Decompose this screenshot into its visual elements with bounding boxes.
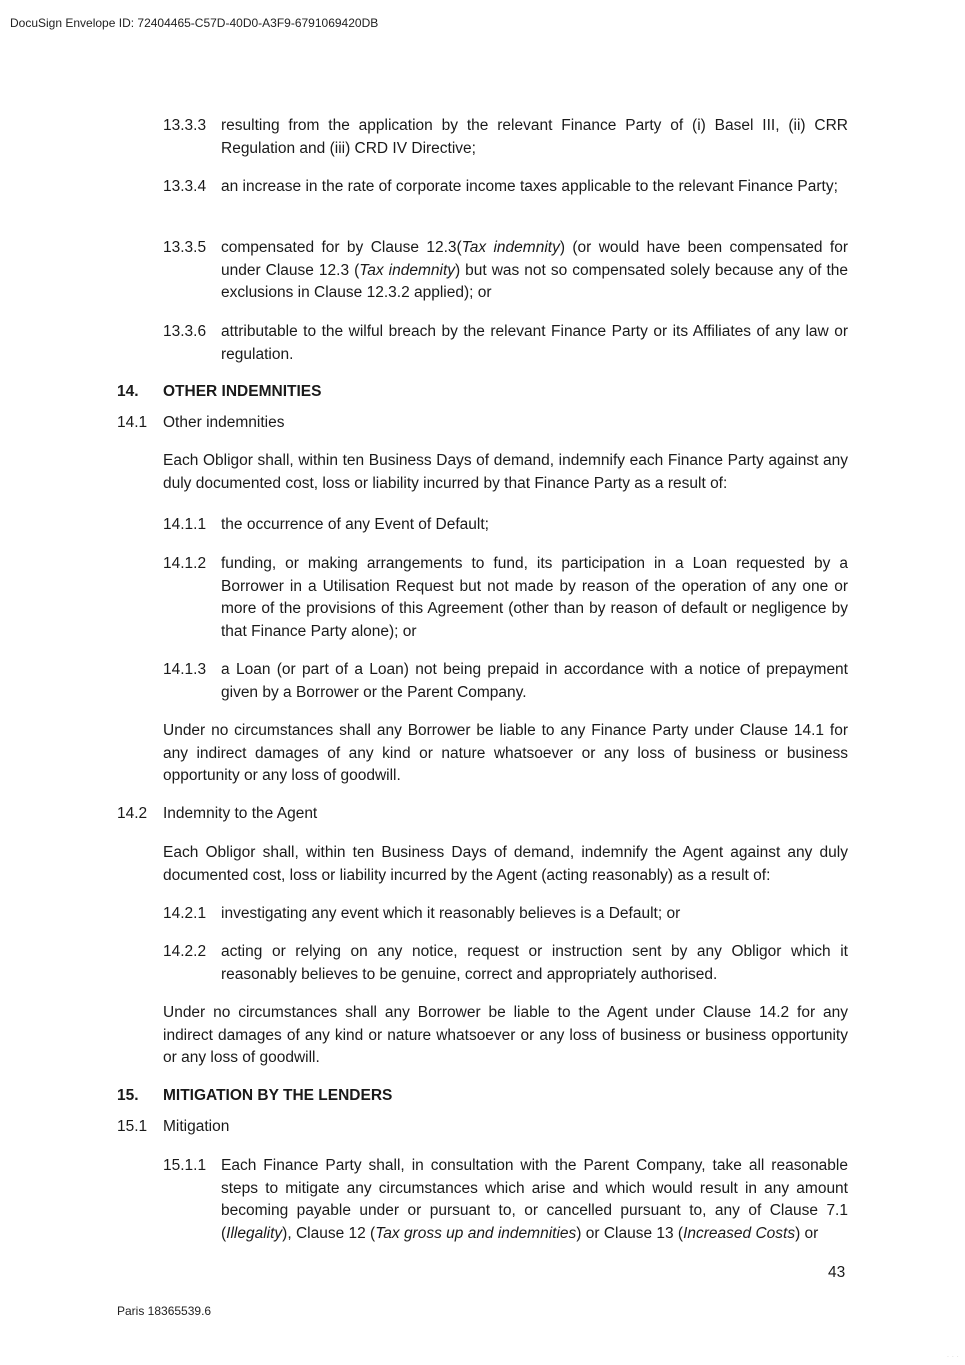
clause-text-14-1-2: funding, or making arrangements to fund, its participation in a Loan requested by a Borrower in a Utilisation Request but not made by reason of the operation of any one or more of the provisions of this Agreement (other than by reason of default or negligence by that Finance Party alone); or — [221, 555, 848, 640]
clause-text-13-3-4: an increase in the rate of corporate income taxes applicable to the relevant Finance Party; — [221, 178, 838, 195]
corner-mark: · · · — [946, 1352, 959, 1361]
clause-text-13-3-5: compensated for by Clause 12.3(Tax indemnity) (or would have been compensated for under Clause 12.3 (Tax indemnity) but was not so compensated solely because any of the exclusions in Clause 12.3.2 applied); or — [221, 239, 849, 301]
subsection-number-14-2: 14.2 — [117, 805, 148, 822]
italic-term: Increased Costs — [683, 1224, 796, 1242]
clause-text-14-2-1: investigating any event which it reasonably believes is a Default; or — [221, 905, 681, 922]
clause-number-14-2-1: 14.2.1 — [163, 905, 207, 922]
italic-term: Tax gross up and indemnities — [375, 1224, 577, 1242]
docusign-envelope-id: DocuSign Envelope ID: 72404465-C57D-40D0-A3F9-6791069420DB — [10, 16, 379, 30]
clause-number-13-3-6: 13.3.6 — [163, 323, 207, 340]
paragraph-14-2-intro: Each Obligor shall, within ten Business Days of demand, indemnify the Agent against any duly documented cost, loss or liability incurred by the Agent (acting reasonably) as a result of: — [163, 844, 848, 884]
subsection-title-14-1: Other indemnities — [163, 414, 285, 431]
clause-number-14-1-3: 14.1.3 — [163, 661, 207, 678]
clause-text-15-1-1: Each Finance Party shall, in consultation with the Parent Company, take all reasonable steps to mitigate any circumstances which arise and which would result in any amount becoming payable under or pursuant to, or cancelled pursuant to, any of Clause 7.1 (Illegality), Clause 12 (Tax gross up and indemnities) or Clause 13 (Increased Costs) or — [221, 1157, 848, 1242]
clause-number-14-1-2: 14.1.2 — [163, 555, 207, 572]
subsection-number-14-1: 14.1 — [117, 414, 148, 431]
subsection-title-14-2: Indemnity to the Agent — [163, 805, 318, 822]
paragraph-14-2-limitation: Under no circumstances shall any Borrower be liable to the Agent under Clause 14.2 for any indirect damages of any kind or nature whatsoever or any loss of business or business opportunity or any loss of goodwill. — [163, 1004, 848, 1066]
italic-term: Tax indemnity — [359, 261, 456, 279]
clause-number-14-1-1: 14.1.1 — [163, 516, 207, 533]
clause-number-13-3-4: 13.3.4 — [163, 178, 207, 195]
italic-term: Illegality — [226, 1224, 283, 1242]
paragraph-14-1-limitation: Under no circumstances shall any Borrower be liable to any Finance Party under Clause 14.1 for any indirect damages of any kind or nature whatsoever or any loss of business or business opportunity or any loss of goodwill. — [163, 722, 848, 784]
subsection-number-15-1: 15.1 — [117, 1118, 148, 1135]
clause-text-14-1-1: the occurrence of any Event of Default; — [221, 516, 489, 533]
clause-text-14-2-2: acting or relying on any notice, request or instruction sent by any Obligor which it reasonably believes to be genuine, correct and appropriately authorised. — [221, 943, 848, 983]
section-title-14: OTHER INDEMNITIES — [163, 383, 322, 400]
page-number: 43 — [828, 1264, 846, 1281]
clause-text-14-1-3: a Loan (or part of a Loan) not being prepaid in accordance with a notice of prepayment given by a Borrower or the Parent Company. — [221, 661, 848, 701]
clause-number-13-3-5: 13.3.5 — [163, 239, 207, 256]
clause-number-13-3-3: 13.3.3 — [163, 117, 207, 134]
paragraph-14-1-intro: Each Obligor shall, within ten Business Days of demand, indemnify each Finance Party against any duly documented cost, loss or liability incurred by that Finance Party as a result of: — [163, 452, 848, 492]
italic-term: Tax indemnity — [461, 239, 560, 256]
clause-number-14-2-2: 14.2.2 — [163, 943, 207, 960]
clause-text-13-3-6: attributable to the wilful breach by the relevant Finance Party or its Affiliates of any law or regulation. — [221, 323, 848, 363]
section-number-14: 14. — [117, 383, 139, 400]
section-title-15: MITIGATION BY THE LENDERS — [163, 1087, 393, 1104]
document-reference: Paris 18365539.6 — [117, 1304, 212, 1318]
subsection-title-15-1: Mitigation — [163, 1118, 230, 1135]
clause-number-15-1-1: 15.1.1 — [163, 1157, 207, 1174]
section-number-15: 15. — [117, 1087, 139, 1104]
clause-text-13-3-3: resulting from the application by the relevant Finance Party of (i) Basel III, (ii) CRR Regulation and (iii) CRD IV Directive; — [221, 117, 848, 157]
